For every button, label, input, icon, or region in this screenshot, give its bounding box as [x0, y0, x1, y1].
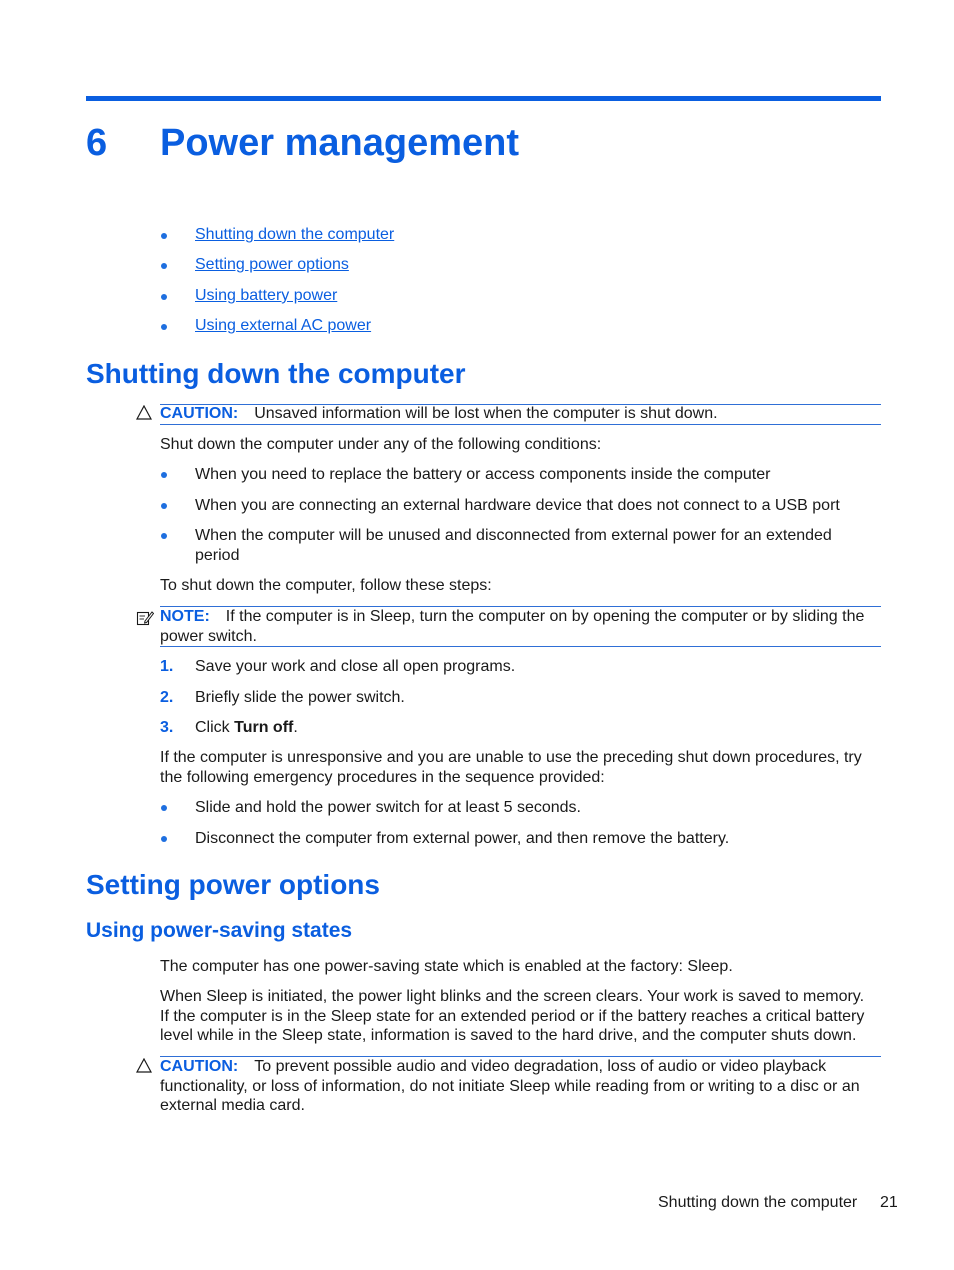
step-text: Save your work and close all open programs.	[195, 658, 516, 675]
step-text: Briefly slide the power switch.	[195, 689, 405, 706]
toc-link-shutting-down[interactable]: Shutting down the computer	[195, 226, 395, 243]
step-number: 3.	[160, 719, 174, 736]
footer-section-title: Shutting down the computer	[658, 1194, 858, 1211]
step-prefix: Click	[195, 719, 235, 736]
steps-intro: To shut down the computer, follow these steps:	[160, 577, 492, 594]
condition-item: When the computer will be unused and disconnected from external power for an extended period	[195, 527, 832, 564]
section-heading-power-options: Setting power options	[86, 869, 380, 900]
bullet-icon	[161, 836, 167, 842]
page-number: 21	[880, 1194, 898, 1211]
bullet-icon	[161, 233, 167, 239]
emergency-intro: If the computer is unresponsive and you are unable to use the preceding shut down procedures, try the following emergency procedures in the sequence provided:	[160, 749, 862, 786]
step-number: 2.	[160, 689, 174, 706]
bullet-icon	[161, 503, 167, 509]
note-text: If the computer is in Sleep, turn the computer on by opening the computer or by sliding the power switch.	[160, 608, 865, 645]
caution-text: To prevent possible audio and video degradation, loss of audio or video playback functionality, or loss of information, do not initiate Sleep while reading from or writing to a disc or an external media card.	[160, 1058, 860, 1114]
emergency-item: Disconnect the computer from external power, and then remove the battery.	[195, 830, 730, 847]
bullet-icon	[161, 263, 167, 269]
toc-link-battery-power[interactable]: Using battery power	[195, 287, 338, 304]
caution-triangle-icon	[136, 1058, 152, 1073]
chapter-title-text: Power management	[160, 122, 519, 164]
toc-link-external-ac[interactable]: Using external AC power	[195, 317, 372, 334]
caution-rule-bottom	[160, 424, 881, 425]
note-label: NOTE:	[160, 608, 210, 625]
chapter-number: 6	[86, 122, 108, 164]
bullet-icon	[161, 805, 167, 811]
caution-triangle-icon	[136, 405, 152, 420]
note-rule-bottom	[160, 646, 881, 647]
step-suffix: .	[293, 719, 298, 736]
caution-label: CAUTION:	[160, 405, 239, 422]
caution-box	[160, 1057, 872, 1116]
chapter-title	[86, 120, 519, 166]
emergency-item: Slide and hold the power switch for at least 5 seconds.	[195, 799, 581, 816]
step-text	[195, 718, 875, 738]
condition-item: When you need to replace the battery or access components inside the computer	[195, 466, 771, 483]
bullet-icon	[161, 533, 167, 539]
section-heading-shutting-down: Shutting down the computer	[86, 358, 466, 389]
turn-off-command: Turn off	[234, 719, 294, 736]
subsection-heading-power-saving: Using power-saving states	[86, 919, 353, 942]
caution-box	[160, 404, 875, 424]
conditions-intro: Shut down the computer under any of the following conditions:	[160, 436, 602, 453]
paragraph: The computer has one power-saving state which is enabled at the factory: Sleep.	[160, 958, 733, 975]
toc-link-power-options[interactable]: Setting power options	[195, 256, 349, 273]
caution-label: CAUTION:	[160, 1058, 239, 1075]
caution-text: Unsaved information will be lost when the computer is shut down.	[254, 405, 718, 422]
chapter-rule	[86, 96, 881, 101]
step-number: 1.	[160, 658, 174, 675]
bullet-icon	[161, 472, 167, 478]
note-box	[160, 607, 875, 646]
paragraph: When Sleep is initiated, the power light blinks and the screen clears. Your work is saved to memory. If the computer is in the Sleep state for an extended period or if the battery reaches a critical battery level while in the Sleep state, information is saved to the hard drive, and the computer shuts down.	[160, 988, 865, 1044]
note-pencil-icon	[136, 609, 154, 627]
bullet-icon	[161, 294, 167, 300]
bullet-icon	[161, 324, 167, 330]
condition-item: When you are connecting an external hardware device that does not connect to a USB port	[195, 497, 840, 514]
